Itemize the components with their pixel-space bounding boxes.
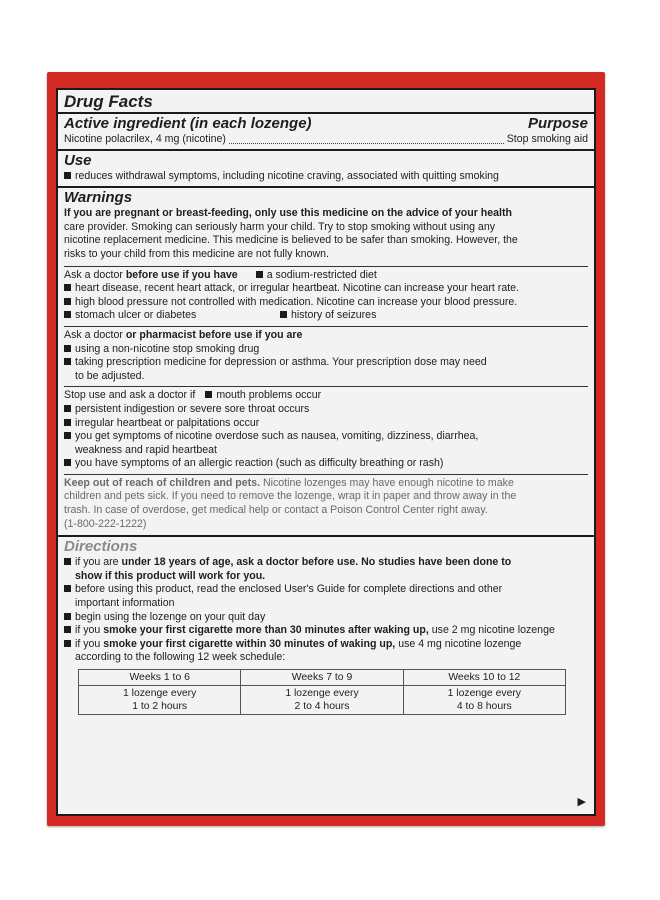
table-cell: [403, 686, 565, 715]
ask-doctor-prefix: Ask a doctor: [64, 268, 126, 281]
cell-line: 2 to 4 hours: [294, 701, 350, 712]
pregnancy-warning-line3: nicotine replacement medicine. This medicine is believed to be safer than smoking. However, the: [64, 234, 518, 247]
list-item: mouth problems occur: [216, 389, 322, 402]
bullet-icon: [64, 405, 71, 412]
direction-item-rest: use 2 mg nicotine lozenge: [428, 624, 555, 637]
list-item: heart disease, recent heart attack, or irregular heartbeat. Nicotine can increase your heart rate.: [75, 282, 519, 295]
direction-item-cont: important information: [75, 597, 175, 610]
use-heading: Use: [64, 151, 92, 169]
list-item: history of seizures: [291, 309, 377, 322]
list-item: a sodium-restricted diet: [266, 268, 377, 281]
bullet-icon: [64, 311, 71, 318]
bullet-icon: [64, 558, 71, 565]
bullet-icon: [64, 298, 71, 305]
dosage-schedule-table: [78, 669, 566, 715]
table-header: Weeks 7 to 9: [241, 670, 403, 686]
list-item: taking prescription medicine for depression or asthma. Your prescription dose may need: [75, 356, 487, 369]
bullet-icon: [256, 271, 263, 278]
keep-out-heading: Keep out of reach of children and pets.: [64, 476, 261, 489]
bullet-icon: [64, 172, 71, 179]
direction-prefix: if you are: [75, 556, 122, 569]
table-cell: [79, 686, 241, 715]
bullet-icon: [64, 585, 71, 592]
ask-pharmacist-heading: or pharmacist before use if you are: [125, 328, 303, 341]
list-item: irregular heartbeat or palpitations occur: [75, 416, 260, 429]
play-triangle-icon: ▶: [577, 796, 586, 808]
list-item: you get symptoms of nicotine overdose such as nausea, vomiting, dizziness, diarrhea,: [75, 430, 479, 443]
bullet-icon: [205, 391, 212, 398]
pregnancy-warning-line2: care provider. Smoking can seriously harm your child. Try to stop smoking without using any: [64, 220, 496, 233]
list-item: persistent indigestion or severe sore throat occurs: [75, 402, 310, 415]
ask-doctor-heading: before use if you have: [125, 268, 238, 281]
bullet-icon: [64, 419, 71, 426]
list-item-cont: to be adjusted.: [75, 369, 145, 382]
bullet-icon: [280, 311, 287, 318]
keep-out-text: Nicotine lozenges may have enough nicotine to make: [260, 476, 514, 489]
direction-prefix: if you: [75, 624, 104, 637]
drug-facts-panel: [56, 88, 596, 816]
cell-line: 1 lozenge every: [122, 688, 197, 699]
ingredient-text: Nicotine polacrilex, 4 mg (nicotine): [64, 133, 226, 145]
table-header: Weeks 1 to 6: [79, 670, 241, 686]
poison-control-number: (1-800-222-1222): [64, 517, 147, 530]
direction-item-cont: according to the following 12 week schedule:: [75, 651, 286, 664]
list-item: you have symptoms of an allergic reaction (such as difficulty breathing or rash): [75, 457, 444, 470]
bullet-icon: [64, 358, 71, 365]
table-row: [79, 686, 566, 715]
direction-item-rest: use 4 mg nicotine lozenge: [395, 637, 522, 650]
list-item-cont: weakness and rapid heartbeat: [75, 443, 217, 456]
bullet-icon: [64, 432, 71, 439]
label-border: [47, 72, 605, 826]
direction-prefix: if you: [75, 637, 104, 650]
direction-item: smoke your first cigarette more than 30 minutes after waking up,: [103, 624, 429, 637]
table-cell: [241, 686, 403, 715]
direction-item: under 18 years of age, ask a doctor before use. No studies have been done to: [121, 556, 512, 569]
bullet-icon: [64, 626, 71, 633]
keep-out-line3: trash. In case of overdose, get medical help or contact a Poison Control Center right away.: [64, 504, 488, 517]
leader-dots: [229, 143, 504, 144]
purpose-heading: Purpose: [527, 115, 588, 132]
cell-line: 1 lozenge every: [447, 688, 521, 699]
stop-use-heading: Stop use and ask a doctor if: [64, 389, 196, 402]
keep-out-line2: children and pets sick. If you need to remove the lozenge, wrap it in paper and throw away in the: [64, 490, 517, 503]
direction-item-cont: show if this product will work for you.: [75, 569, 266, 582]
direction-item: smoke your first cigarette within 30 minutes of waking up,: [103, 637, 396, 650]
bullet-icon: [64, 640, 71, 647]
table-row: [79, 670, 566, 686]
bullet-icon: [64, 284, 71, 291]
active-ingredient-heading: Active ingredient (in each lozenge): [64, 115, 312, 132]
bullet-icon: [64, 459, 71, 466]
bullet-icon: [64, 613, 71, 620]
page-title: Drug Facts: [64, 92, 153, 111]
warnings-heading: Warnings: [64, 189, 133, 207]
cell-line: 1 to 2 hours: [132, 701, 188, 712]
cell-line: 4 to 8 hours: [456, 701, 512, 712]
bullet-icon: [64, 345, 71, 352]
purpose-text: Stop smoking aid: [506, 133, 588, 145]
direction-item: begin using the lozenge on your quit day: [75, 610, 266, 623]
list-item: using a non-nicotine stop smoking drug: [75, 342, 260, 355]
direction-item: before using this product, read the enclosed User's Guide for complete directions and other: [75, 583, 503, 596]
cell-line: 1 lozenge every: [285, 688, 359, 699]
table-header: Weeks 10 to 12: [403, 670, 565, 686]
ask-pharm-prefix: Ask a doctor: [64, 328, 126, 341]
list-item: stomach ulcer or diabetes: [75, 309, 197, 322]
pregnancy-warning: If you are pregnant or breast-feeding, only use this medicine on the advice of your health: [64, 207, 512, 220]
directions-heading: Directions: [64, 538, 138, 556]
pregnancy-warning-line4: risks to your child from this medicine are not fully known.: [64, 247, 329, 260]
list-item: high blood pressure not controlled with medication. Nicotine can increase your blood pressure.: [75, 295, 518, 308]
use-text: reduces withdrawal symptoms, including nicotine craving, associated with quitting smoking: [75, 169, 499, 182]
